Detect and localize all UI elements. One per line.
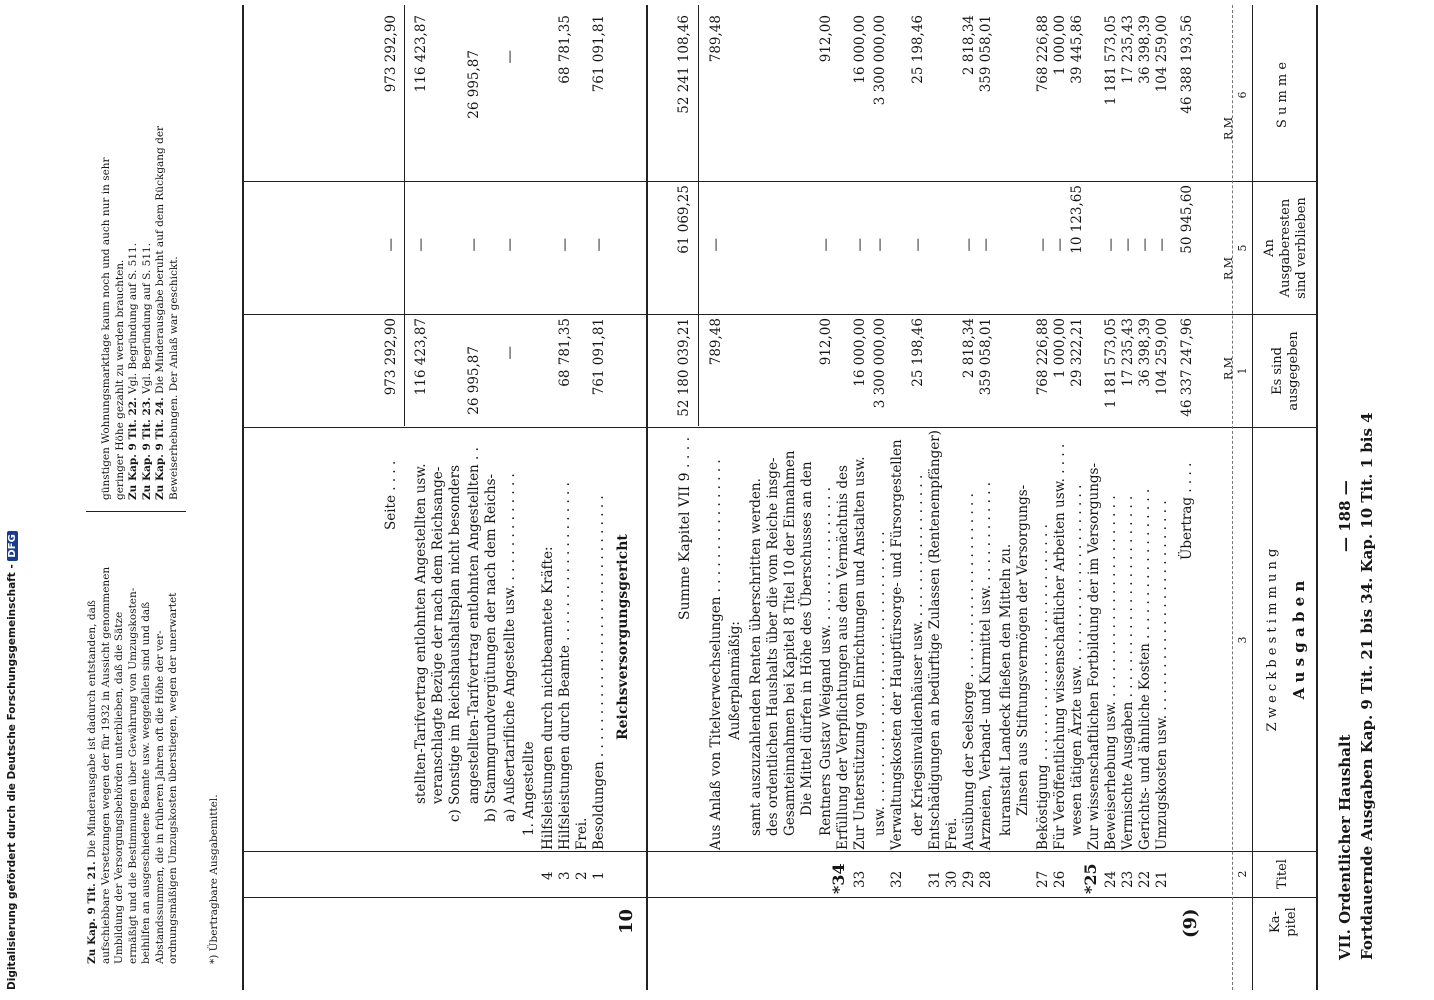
- seite-summe: 973 292,90: [383, 15, 399, 93]
- table-row-summe: 768 226,88: [1035, 15, 1051, 93]
- summe-kapitel-label: Summe Kapitel VII 9 . . . .: [677, 436, 693, 620]
- table-row-reste: —: [978, 238, 994, 252]
- table-row-titel: 2: [574, 871, 590, 880]
- table-row-titel: 24: [1103, 870, 1119, 888]
- table-row-titel: 3: [557, 871, 573, 880]
- table-row-reste: —: [1154, 238, 1170, 252]
- table-row-text: Gerichts- und ähnliche Kosten . . . . . . . . . . . . . . . . . .: [1137, 488, 1153, 850]
- table-row-text: Frei.: [574, 817, 590, 850]
- col-header-zweck: Z w e c k b e s t i m m u n g: [1265, 548, 1280, 732]
- sub-row-ausgegeben: 116 423,87: [413, 318, 429, 396]
- table-row-ausgegeben: 1 181 573,05: [1103, 318, 1119, 409]
- sub-row-text-cont: angestellten-Tarifvertrag entlohnten Angestellten . .: [466, 447, 482, 804]
- table-row-summe: 104 259,00: [1154, 15, 1170, 93]
- table-row-reste: —: [1120, 238, 1136, 252]
- sub-row-summe: 26 995,87: [466, 50, 482, 119]
- ausserplan-heading: Außerplanmäßig:: [727, 621, 743, 740]
- table-row-note: Zinsen aus Stiftungsvermögen der Versorgungs-: [1015, 484, 1031, 816]
- table-row-ausgegeben: 29 322,21: [1069, 318, 1085, 387]
- footnote-right: [100, 30, 181, 500]
- footnote-line: ermäßigt und die Bestimmungen über Gewährung von Umzugskosten-: [126, 587, 139, 964]
- summe-kapitel-summe: 52 241 108,46: [676, 15, 692, 114]
- table-row-ausgegeben: 68 781,35: [557, 318, 573, 387]
- footnote-text: Die Minderausgabe ist dadurch entstanden, daß: [86, 600, 98, 862]
- table-row-reste: —: [557, 238, 573, 252]
- table-row-text: Besoldungen . . . . . . . . . . . . . . . . . . . . . . . . . . . . . . .: [591, 495, 607, 850]
- footnote-text: Vgl. Begründung auf S. 511.: [140, 242, 153, 398]
- table-row-titel: *25: [1081, 863, 1100, 894]
- col-header-titel: Titel: [1275, 859, 1290, 889]
- table-row-reste: —: [872, 238, 888, 252]
- table-row-titel: 27: [1035, 870, 1051, 888]
- table-row-summe: 68 781,35: [557, 15, 573, 84]
- unit-rm-5: R.M: [1222, 256, 1235, 280]
- sub-row-text-cont: veranschlagte Bezüge der nach dem Reichsange-: [430, 466, 446, 804]
- table-row-summe: 2 818,34: [961, 15, 977, 76]
- table-row-titel: 23: [1120, 870, 1136, 888]
- table-row-reste: —: [818, 238, 834, 252]
- sub-row-text: a) Außertarifliche Angestellte usw. . . . . . . . . . . . . .: [502, 473, 518, 822]
- table-row-text-cont: der Kriegsinvalidenhäuser usw. . . . . . . . . . . . . . . . . .: [910, 474, 926, 836]
- seite-label: Seite . . . .: [383, 460, 399, 530]
- table-row-reste: —: [910, 238, 926, 252]
- table-row-note: Gesamteinnahmen bei Kapitel 8 Titel 10 der Einnahmen: [782, 450, 798, 836]
- footnote-line: Umbildung der Versorgungsbehörden unterblieben, daß die Sätze: [113, 611, 125, 964]
- unit-rm-6: R.M: [1222, 116, 1235, 140]
- table-row-text: Hilfsleistungen durch Beamte . . . . . . . . . . . . . . . . . . .: [557, 482, 573, 850]
- col-num-1: 1: [1236, 367, 1249, 375]
- table-row-text: Umzugskosten usw. . . . . . . . . . . . . . . . . . . . . . . . . .: [1154, 500, 1170, 850]
- footnote-text: Vgl. Begründung auf S. 511.: [127, 242, 139, 398]
- seite-ausgegeben: 973 292,90: [383, 318, 399, 396]
- col-header-summe: S u m m e: [1275, 61, 1290, 129]
- table-row-reste: 10 123,65: [1069, 185, 1085, 254]
- uebertrag-summe: 46 388 193,56: [1179, 15, 1195, 114]
- col-header-reste: An Ausgaberesten sind verblieben: [1262, 197, 1309, 299]
- footnote-star: *) Übertragbare Ausgabemittel.: [208, 794, 220, 964]
- table-row-text: Frei.: [944, 817, 960, 850]
- table-row-text: Zur Unterstützung von Einrichtungen und Anstalten usw.: [852, 456, 868, 850]
- unit-rm-1: R.M: [1222, 356, 1235, 380]
- table-row-ausgegeben: 912,00: [818, 318, 834, 366]
- footnote-ref: Zu Kap. 9 Tit. 21.: [86, 861, 98, 964]
- ausserplan-summe: 789,48: [708, 15, 724, 63]
- col-header-ausgaben: A u s g a b e n: [1290, 580, 1308, 700]
- table-row-summe: 912,00: [818, 15, 834, 63]
- table-row-text: Arzneien, Verband- und Kurmittel usw. . . . . . . . . . . . .: [978, 481, 994, 850]
- table-row-note: Die Mittel dürfen in Höhe des Überschusses an den: [799, 461, 815, 816]
- table-row-titel: 30: [944, 870, 960, 888]
- uebertrag-reste: 50 945,60: [1179, 185, 1195, 254]
- footnote-line: ordnungsmäßigen Umzugskosten überstiegen, wegen der unerwartet: [167, 592, 179, 964]
- table-row-ausgegeben: 2 818,34: [961, 318, 977, 379]
- sub-heading: 1. Angestellte: [521, 741, 537, 836]
- table-row-ausgegeben: 17 235,43: [1120, 318, 1136, 387]
- footnote-line: Beweiserhebungen. Der Anlaß war geschickt.: [167, 256, 180, 500]
- col-sep-text: [242, 427, 1316, 428]
- footnote-line: Abstandssummen, die in früheren Jahren oft die Höhe der ver-: [153, 630, 166, 964]
- table-row-text: Zur wissenschaftlichen Fortbildung der im Versorgungs-: [1086, 462, 1102, 850]
- footnote-divider: [86, 511, 186, 512]
- sum-rule: [698, 5, 699, 426]
- table-row-ausgegeben: 16 000,00: [852, 318, 868, 387]
- table-row-summe: 1 000,00: [1052, 15, 1068, 76]
- table-row-titel: 31: [927, 870, 943, 888]
- table-bottom-rule: [242, 5, 244, 990]
- table-row-summe: 359 058,01: [978, 15, 994, 93]
- page-number: — 188 —: [1336, 480, 1354, 552]
- table-row-reste: —: [961, 238, 977, 252]
- table-row-text: Hilfsleistungen durch nichtbeamtete Kräfte:: [540, 546, 556, 850]
- table-row-reste: —: [1103, 238, 1119, 252]
- table-row-note: samt auszuzahlenden Renten überschritten werden.: [748, 478, 764, 836]
- table-row-text-cont: wesen tätigen Ärzte usw. . . . . . . . . . . . . . . . . . . . . .: [1069, 484, 1085, 836]
- table-row-summe: 16 000,00: [852, 15, 868, 84]
- page-subtitle: Fortdauernde Ausgaben Kap. 9 Tit. 21 bis 34. Kap. 10 Tit. 1 bis 4: [1358, 412, 1376, 960]
- table-row-text: Vermischte Ausgaben . . . . . . . . . . . . . . . . . . . . . . . .: [1120, 495, 1136, 850]
- kap-10-heading: Reichsversorgungsgericht: [615, 534, 631, 740]
- col-num-5: 5: [1236, 244, 1249, 252]
- summe-kapitel-reste: 61 069,25: [676, 185, 692, 254]
- table-row-titel: 33: [852, 870, 868, 888]
- table-row-titel: 28: [978, 870, 994, 888]
- table-row-ausgegeben: 359 058,01: [978, 318, 994, 396]
- table-row-reste: —: [852, 238, 868, 252]
- sub-row-summe: 116 423,87: [413, 15, 429, 93]
- sub-row-reste: —: [502, 238, 518, 252]
- footnote-ref: Zu Kap. 9 Tit. 23.: [140, 397, 153, 500]
- uebertrag-label: Übertrag . . . .: [1179, 462, 1195, 560]
- sub-row-text: b) Stammgrundvergütungen der nach dem Reichs-: [483, 473, 499, 822]
- ausserplan-reste: —: [708, 238, 724, 252]
- footnote-ref: Zu Kap. 9 Tit. 24.: [154, 397, 166, 500]
- table-row-summe: 1 181 573,05: [1103, 15, 1119, 106]
- table-row-titel: 21: [1154, 870, 1170, 888]
- sub-row-summe: —: [502, 50, 518, 64]
- table-row-text-cont: Rentners Gustav Weigand usw. . . . . . . . . . . . . . . . .: [818, 486, 834, 836]
- table-top-rule: [1316, 5, 1318, 990]
- footnote-line: geringer Höhe gezahlt zu werden brauchten.: [113, 259, 126, 500]
- table-row-note: des ordentlichen Haushalts über die vom Reiche insge-: [765, 457, 781, 836]
- table-row-titel: 32: [889, 870, 905, 888]
- col-header-ausgegeben: Es sind ausgegeben: [1270, 331, 1301, 411]
- col-num-6: 6: [1236, 91, 1249, 99]
- footnote-left: [86, 524, 181, 964]
- table-row-ausgegeben: 768 226,88: [1035, 318, 1051, 396]
- table-row-text-cont: usw. . . . . . . . . . . . . . . . . . . . . . . . . . . . . . . . .: [872, 531, 888, 836]
- table-row-note: kuranstalt Landeck fließen den Mitteln zu.: [998, 543, 1014, 836]
- sub-row-ausgegeben: 26 995,87: [466, 346, 482, 415]
- table-row-summe: 25 198,46: [910, 15, 926, 84]
- footnote-line: aufschiebbare Versetzungen wegen der für 1932 in Aussicht genommenen: [99, 566, 112, 964]
- ausserplan-ausgegeben: 789,48: [708, 318, 724, 366]
- table-row-summe: 17 235,43: [1120, 15, 1136, 84]
- table-row-text: Beweiserhebung usw. . . . . . . . . . . . . . . . . . . . . . . . .: [1103, 495, 1119, 850]
- table-row-reste: —: [1137, 238, 1153, 252]
- digitalization-note: [6, 531, 18, 990]
- table-row-titel: 26: [1052, 870, 1068, 888]
- table-row-titel: 29: [961, 870, 977, 888]
- sub-row-reste: —: [413, 238, 429, 252]
- seite-reste: —: [383, 238, 399, 252]
- col-num-2: 2: [1236, 870, 1249, 878]
- kap-10-label: 10: [616, 908, 637, 934]
- digitalization-text: Digitalisierung gefördert durch die Deutsche Forschungsgemeinschaft -: [6, 564, 18, 990]
- table-row-ausgegeben: 761 091,81: [591, 318, 607, 396]
- ausserplan-text: Aus Anlaß von Titelverwechselungen . . . . . . . . . . . . . . . .: [708, 459, 724, 850]
- sub-row-ausgegeben: —: [502, 346, 518, 360]
- col-num-3: 3: [1236, 636, 1249, 644]
- col-sep-titel: [242, 851, 1316, 852]
- table-row-reste: —: [1035, 238, 1051, 252]
- col-header-kapitel: Ka- pitel: [1268, 907, 1299, 937]
- footnote-line: beihilfen an ausgeschiedene Beamte usw. weggefallen sind und daß: [140, 601, 152, 964]
- footnote-ref: Zu Kap. 9 Tit. 22.: [127, 397, 139, 500]
- table-row-titel: 1: [591, 871, 607, 880]
- table-row-titel: *34: [829, 863, 848, 894]
- table-row-reste: —: [1052, 238, 1068, 252]
- table-row-ausgegeben: 36 398,39: [1137, 318, 1153, 387]
- uebertrag-ausgegeben: 46 337 247,96: [1179, 318, 1195, 417]
- kap-10-rule: [646, 5, 648, 990]
- table-row-text: Erfüllung der Verpflichtungen aus dem Vermächtnis des: [835, 465, 851, 850]
- col-num-rule: [1232, 5, 1233, 990]
- footnote-text: Die Minderausgabe beruht auf dem Rückgang der: [154, 125, 166, 398]
- kap-9-label: (9): [1180, 908, 1201, 938]
- section-title: VII. Ordentlicher Haushalt: [1336, 734, 1354, 960]
- footnote-line: günstigen Wohnungsmarktlage kaum noch und auch nur in sehr: [100, 157, 112, 500]
- table-row-ausgegeben: 3 300 000,00: [872, 318, 888, 409]
- table-row-summe: 3 300 000,00: [872, 15, 888, 106]
- table-row-ausgegeben: 104 259,00: [1154, 318, 1170, 396]
- table-row-text: Verwaltungskosten der Hauptfürsorge- und Fürsorgestellen: [889, 439, 905, 850]
- sub-row-text: c) Sonstige im Reichshaushaltsplan nicht besonders: [447, 465, 463, 822]
- table-row-text: Entschädigungen an bedürftige Zulassen (Rentenempfänger): [927, 430, 943, 850]
- sub-row-reste: —: [466, 238, 482, 252]
- table-row-titel: 22: [1137, 870, 1153, 888]
- table-row-summe: 761 091,81: [591, 15, 607, 93]
- header-bottom-rule: [1252, 5, 1253, 990]
- summe-kapitel-ausgegeben: 52 180 039,21: [676, 318, 692, 417]
- table-row-ausgegeben: 1 000,00: [1052, 318, 1068, 379]
- table-row-summe: 36 398,39: [1137, 15, 1153, 84]
- sub-row-text-cont: stellten-Tarifvertrag entlohnten Angestellten usw.: [413, 463, 429, 804]
- table-row-text: Beköstigung . . . . . . . . . . . . . . . . . . . . . . . . . . . .: [1035, 524, 1051, 850]
- col-sep-kap: [242, 897, 1316, 898]
- table-row-summe: 39 445,86: [1069, 15, 1085, 84]
- table-row-text: Für Veröffentlichung wissenschaftlicher Arbeiten usw. . . . .: [1052, 443, 1068, 850]
- table-row-ausgegeben: 25 198,46: [910, 318, 926, 387]
- table-row-text: Ausübung der Seelsorge . . . . . . . . . . . . . . . . . . . . . .: [961, 493, 977, 850]
- table-row-titel: 4: [540, 871, 556, 880]
- dfg-logo: DFG: [7, 531, 18, 560]
- seite-rule: [404, 5, 405, 426]
- table-row-reste: —: [591, 238, 607, 252]
